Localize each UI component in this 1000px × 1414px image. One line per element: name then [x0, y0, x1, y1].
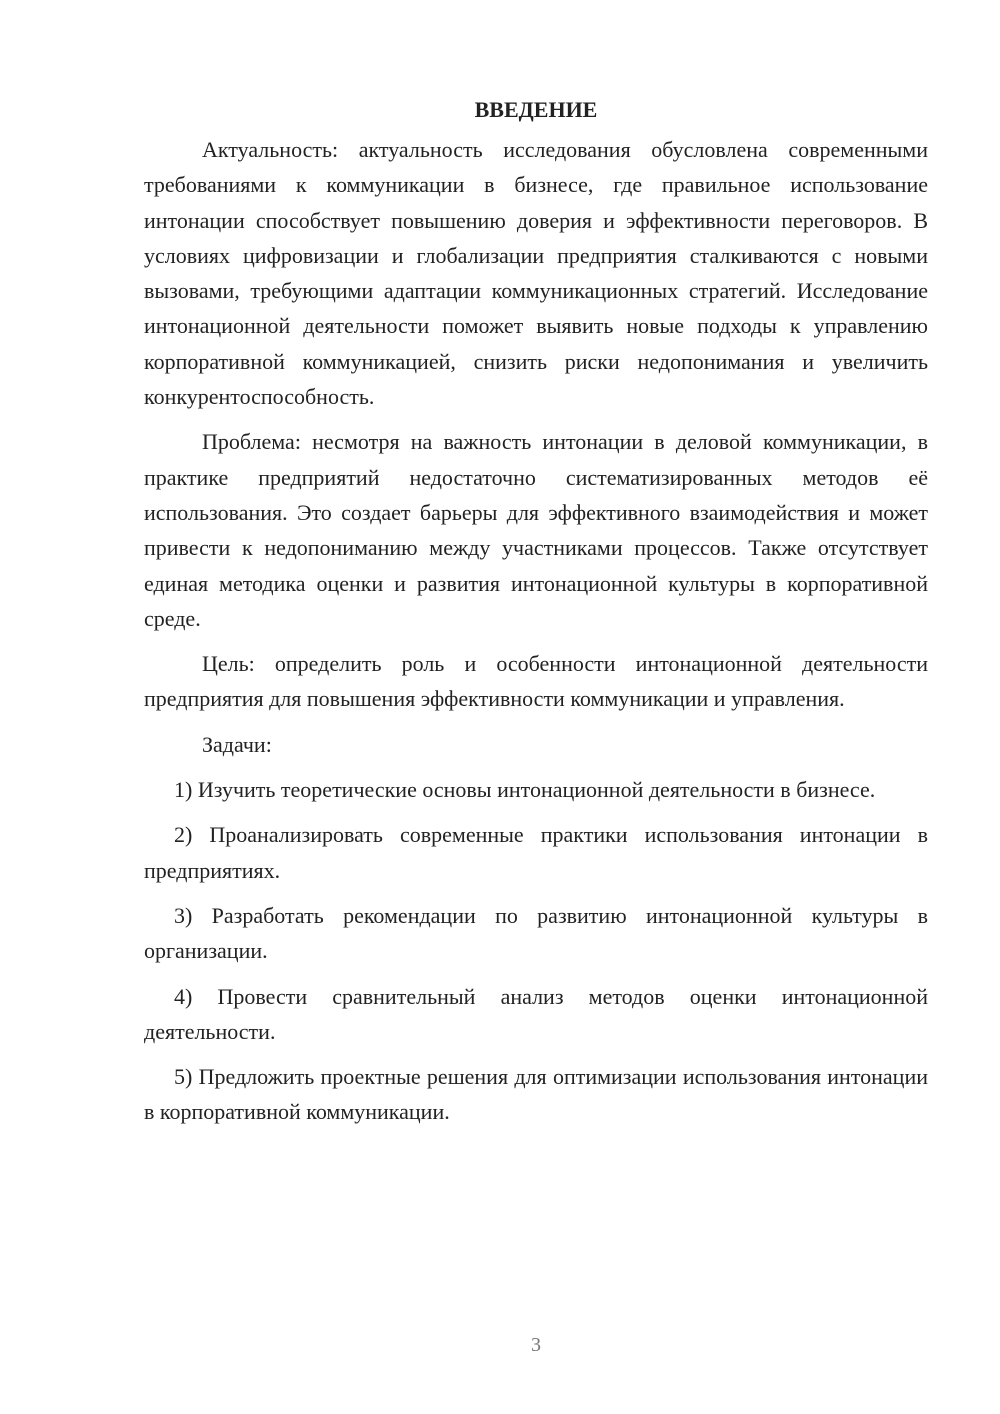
task-item: 2) Проанализировать современные практики использования интонации в предприятиях.: [144, 822, 928, 883]
page-number: 3: [531, 1334, 541, 1356]
task-item: 5) Предложить проектные решения для оптимизации использования интонации в корпоративной коммуникации.: [144, 1064, 928, 1125]
task-item: 1) Изучить теоретические основы интонационной деятельности в бизнесе.: [174, 777, 876, 803]
paragraph-relevance: Актуальность: актуальность исследования обусловлена современными требованиями к коммуникации в бизнесе, где правильное использование интонации способствует повышению доверия и эффективности переговоров. В условиях цифровизации и глобализации предприятия сталкиваются с новыми вызовами, требующими адаптации коммуникационных стратегий. Исследование интонационной деятельности поможет выявить новые подходы к управлению корпоративной коммуникацией, снизить риски недопонимания и увеличить конкурентоспособность.: [144, 137, 928, 410]
section-title: ВВЕДЕНИЕ: [474, 97, 598, 122]
task-item: 4) Провести сравнительный анализ методов оценки интонационной деятельности.: [144, 983, 928, 1044]
page-content: [144, 92, 928, 1140]
task-item: 3) Разработать рекомендации по развитию интонационной культуры в организации.: [144, 902, 928, 964]
tasks-heading: Задачи:: [202, 731, 272, 757]
paragraph-problem: Проблема: несмотря на важность интонации в деловой коммуникации, в практике предприятий недостаточно систематизированных методов её использования. Это создает барьеры для эффективного взаимодействия и может привести к недопониманию между участниками процессов. Также отсутствует единая методика оценки и развития интонационной культуры в корпоративной среде.: [144, 429, 928, 631]
paragraph-goal: Цель: определить роль и особенности интонационной деятельности предприятия для повышения эффективности коммуникации и управления.: [144, 651, 928, 712]
